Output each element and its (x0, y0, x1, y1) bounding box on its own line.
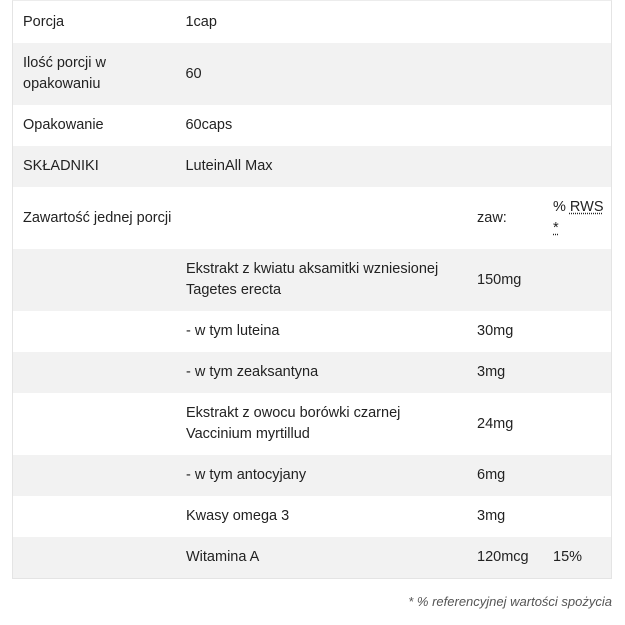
ingredient-amount: 150mg (477, 271, 522, 288)
ingredient-amount: 3mg (477, 508, 506, 524)
table-row-ingredient (13, 537, 611, 578)
rws-asterisk: * (553, 220, 559, 236)
amount-header: zaw: (477, 209, 507, 226)
ingredient-name: - w tym zeaksantyna (186, 364, 319, 380)
row-label: SKŁADNIKI (23, 158, 99, 174)
ingredient-name: Ekstrakt z kwiatu aksamitki wzniesionej Tagetes erecta (186, 261, 439, 298)
content-header-label: Zawartość jednej porcji (23, 209, 172, 226)
table-row-ingredient (13, 352, 611, 393)
rws-abbreviation: RWS (569, 199, 604, 215)
ingredient-name: Ekstrakt z owocu borówki czarnej Vaccinium myrtillud (186, 405, 401, 442)
row-value: 60 (185, 65, 202, 82)
rws-footnote: * % referencyjnej wartości spożycia (408, 594, 612, 609)
ingredient-rws: 15% (553, 549, 583, 565)
ingredient-amount: 30mg (477, 323, 514, 339)
table-row-ingredient (13, 249, 611, 311)
table-row-skladniki (13, 146, 611, 187)
ingredient-amount: 3mg (477, 364, 506, 380)
ingredient-name: Witamina A (186, 549, 260, 565)
table-row-ingredient (13, 311, 611, 352)
table-row-ingredient (13, 455, 611, 496)
row-label: Porcja (23, 13, 65, 30)
row-label: Ilość porcji w opakowaniu (23, 55, 106, 92)
ingredient-name: - w tym antocyjany (186, 467, 307, 483)
rws-header-prefix: % (553, 199, 570, 215)
row-value: 60caps (185, 117, 233, 133)
table-row-porcja (13, 1, 611, 43)
ingredient-amount: 24mg (477, 415, 514, 432)
table-row-opakowanie (13, 105, 611, 146)
table-row-ingredient (13, 393, 611, 455)
ingredient-name: Kwasy omega 3 (186, 508, 290, 524)
row-label: Opakowanie (23, 117, 104, 133)
row-value: 1cap (185, 13, 217, 30)
row-value: LuteinAll Max (185, 158, 273, 174)
ingredient-name: - w tym luteina (186, 323, 280, 339)
ingredient-amount: 6mg (477, 467, 506, 483)
table-row-content-header (13, 187, 611, 249)
table-row-ilosc-porcji (13, 43, 611, 105)
table-row-ingredient (13, 496, 611, 537)
supplement-facts-table (12, 0, 612, 579)
rws-header (543, 197, 611, 239)
ingredient-amount: 120mcg (477, 549, 529, 565)
